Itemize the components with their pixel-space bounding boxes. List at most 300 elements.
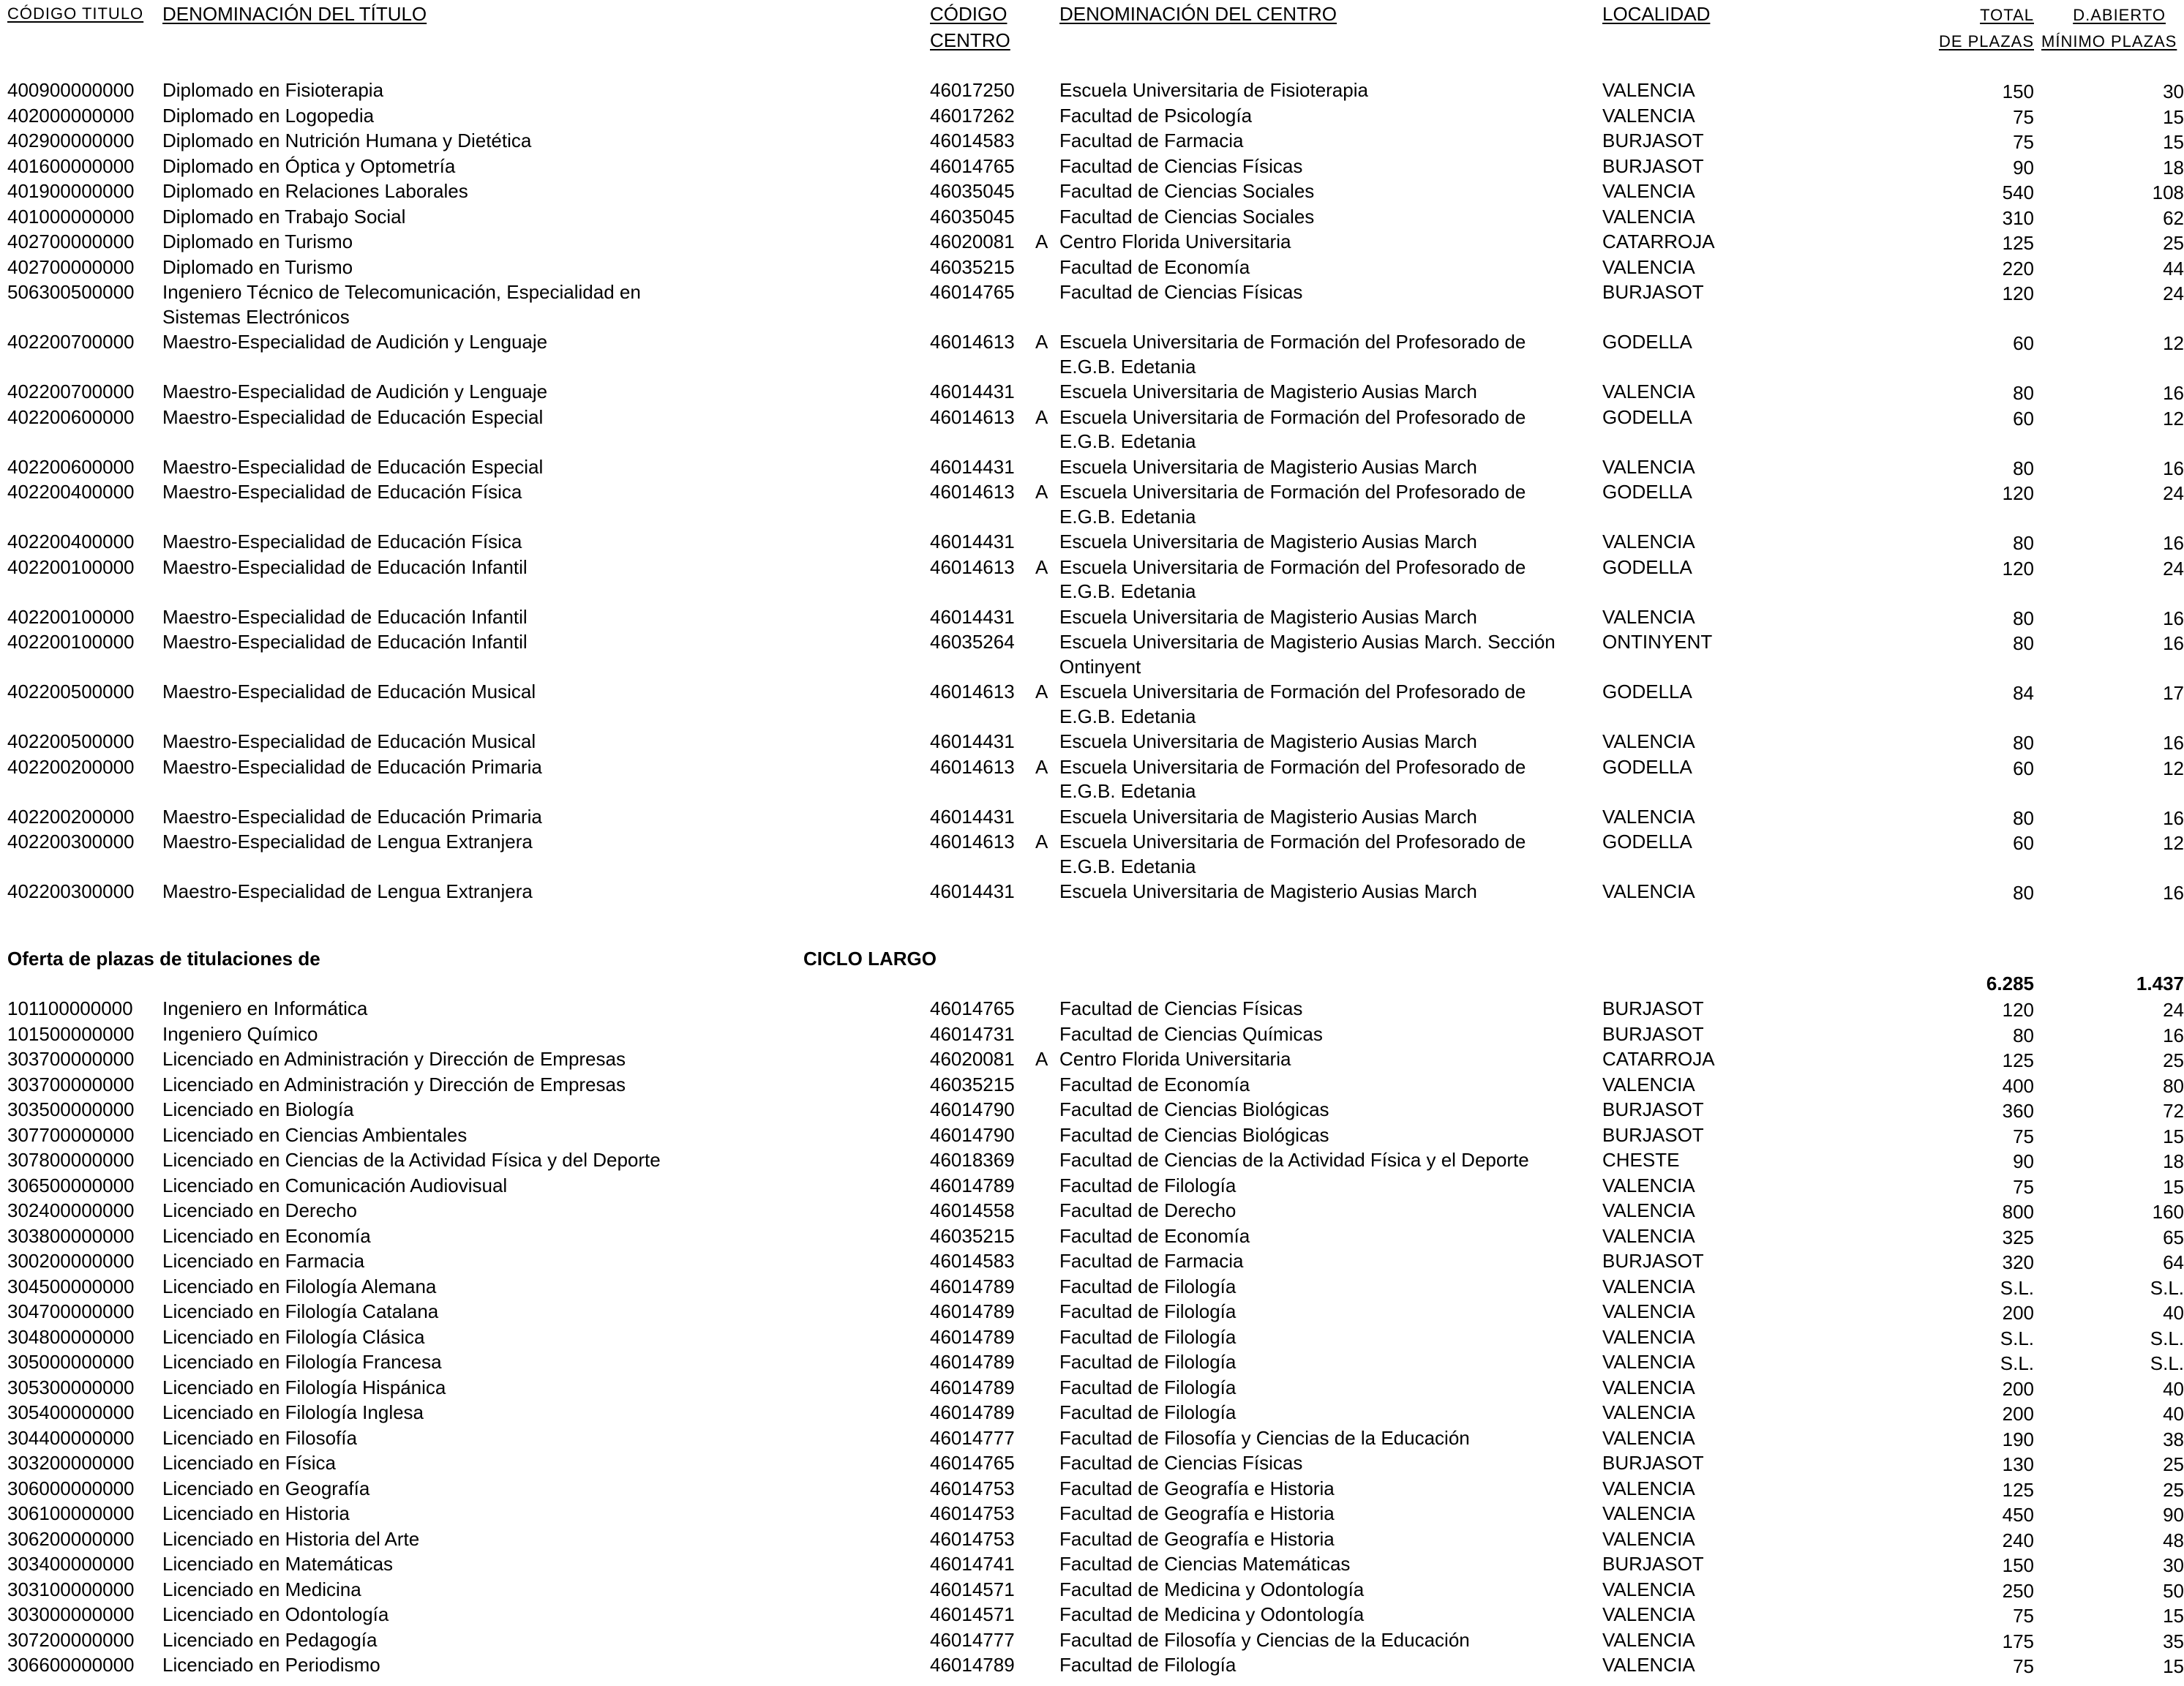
- cell-localidad: GODELLA: [1602, 405, 1692, 428]
- cell-codigo-titulo: 303800000000: [7, 1224, 135, 1247]
- cell-minimo-plazas: 17: [2163, 682, 2184, 704]
- cell-denominacion-titulo: Diplomado en Óptica y Optometría: [162, 154, 456, 177]
- cell-localidad: BURJASOT: [1602, 281, 1704, 303]
- cell-total-plazas: 120: [2002, 282, 2034, 304]
- cell-denominacion-titulo: Ingeniero Químico: [162, 1022, 318, 1045]
- header-total-line1: TOTAL: [1980, 6, 2034, 24]
- cell-minimo-plazas: 16: [2163, 532, 2184, 554]
- cell-minimo-plazas: S.L.: [2150, 1276, 2184, 1299]
- cell-total-plazas: 450: [2002, 1504, 2034, 1526]
- cell-localidad: VALENCIA: [1602, 1351, 1695, 1373]
- cell-codigo-centro: 46014777: [930, 1426, 1015, 1449]
- cell-total-plazas: 60: [2013, 832, 2034, 854]
- cell-minimo-plazas: S.L.: [2150, 1327, 2184, 1349]
- cell-denominacion-centro: Escuela Universitaria de Formación del Profesorado de: [1059, 755, 1526, 778]
- section-cycle: CICLO LARGO: [803, 948, 937, 970]
- cell-minimo-plazas: 12: [2163, 332, 2184, 354]
- cell-codigo-centro: 46014789: [930, 1351, 1015, 1373]
- cell-codigo-centro: 46014431: [930, 605, 1015, 628]
- cell-codigo-titulo: 306000000000: [7, 1477, 135, 1499]
- cell-localidad: GODELLA: [1602, 481, 1692, 503]
- cell-flag: A: [1035, 231, 1048, 252]
- cell-codigo-centro: 46035264: [930, 631, 1015, 653]
- cell-minimo-plazas: 16: [2163, 607, 2184, 629]
- cell-codigo-centro: 46014613: [930, 405, 1015, 428]
- cell-minimo-plazas: 15: [2163, 1605, 2184, 1627]
- cell-codigo-titulo: 402200200000: [7, 755, 135, 778]
- cell-denominacion-titulo: Diplomado en Logopedia: [162, 104, 375, 127]
- cell-denominacion-centro: Facultad de Ciencias Biológicas: [1059, 1098, 1329, 1120]
- cell-denominacion-titulo: Maestro-Especialidad de Educación Primaria: [162, 755, 542, 778]
- header-denominacion-titulo: DENOMINACIÓN DEL TÍTULO: [162, 3, 427, 25]
- cell-total-plazas: 75: [2013, 1655, 2034, 1677]
- cell-total-plazas: 75: [2013, 1175, 2034, 1198]
- cell-codigo-titulo: 402200600000: [7, 405, 135, 428]
- cell-total-plazas: 125: [2002, 1049, 2034, 1071]
- cell-denominacion-centro: Facultad de Ciencias Matemáticas: [1059, 1553, 1351, 1575]
- cell-minimo-plazas: 160: [2152, 1201, 2184, 1223]
- cell-denominacion-centro: Facultad de Filología: [1059, 1325, 1237, 1348]
- cell-codigo-titulo: 402200100000: [7, 631, 135, 653]
- cell-localidad: GODELLA: [1602, 681, 1692, 702]
- cell-denominacion-centro: Escuela Universitaria de Magisterio Ausias March: [1059, 531, 1477, 552]
- cell-localidad: BURJASOT: [1602, 1452, 1704, 1474]
- cell-flag: A: [1035, 331, 1048, 353]
- cell-denominacion-centro: Facultad de Filología: [1059, 1300, 1237, 1322]
- cell-codigo-centro: 46018369: [930, 1149, 1015, 1171]
- cell-codigo-centro: 46035215: [930, 1073, 1015, 1095]
- cell-codigo-centro: 46014789: [930, 1376, 1015, 1398]
- cell-denominacion-titulo: Maestro-Especialidad de Educación Musical: [162, 730, 536, 752]
- cell-denominacion-titulo: Licenciado en Física: [162, 1452, 337, 1474]
- cell-total-plazas: S.L.: [2000, 1327, 2034, 1349]
- cell-localidad: VALENCIA: [1602, 180, 1695, 202]
- cell-denominacion-centro: E.G.B. Edetania: [1059, 705, 1196, 727]
- cell-minimo-plazas: 25: [2163, 1478, 2184, 1501]
- cell-localidad: BURJASOT: [1602, 154, 1704, 177]
- cell-minimo-plazas: 24: [2163, 282, 2184, 304]
- cell-denominacion-titulo: Diplomado en Trabajo Social: [162, 205, 406, 228]
- cell-denominacion-centro: Escuela Universitaria de Magisterio Ausias March: [1059, 805, 1477, 828]
- cell-total-plazas: 200: [2002, 1377, 2034, 1400]
- cell-denominacion-titulo: Licenciado en Administración y Dirección de Empresas: [162, 1073, 626, 1095]
- cell-denominacion-centro: Facultad de Farmacia: [1059, 1250, 1244, 1272]
- cell-minimo-plazas: 15: [2163, 1125, 2184, 1147]
- cell-total-plazas: 175: [2002, 1630, 2034, 1652]
- cell-denominacion-titulo: Licenciado en Pedagogía: [162, 1628, 378, 1651]
- cell-denominacion-titulo: Licenciado en Filología Hispánica: [162, 1376, 446, 1398]
- cell-codigo-titulo: 402200700000: [7, 381, 135, 402]
- cell-denominacion-centro: Escuela Universitaria de Magisterio Ausias March: [1059, 455, 1477, 478]
- cell-codigo-centro: 46014789: [930, 1174, 1015, 1196]
- cell-denominacion-titulo: Licenciado en Filología Inglesa: [162, 1401, 424, 1423]
- cell-minimo-plazas: 40: [2163, 1377, 2184, 1400]
- cell-minimo-plazas: 65: [2163, 1226, 2184, 1248]
- cell-denominacion-centro: Facultad de Psicología: [1059, 104, 1253, 127]
- cell-codigo-centro: 46014431: [930, 455, 1015, 478]
- cell-total-plazas: 125: [2002, 1478, 2034, 1501]
- cell-denominacion-centro: Escuela Universitaria de Formación del Profesorado de: [1059, 555, 1526, 578]
- cell-codigo-titulo: 402900000000: [7, 130, 135, 151]
- cell-total-plazas: 75: [2013, 105, 2034, 128]
- cell-denominacion-titulo: Diplomado en Turismo: [162, 231, 353, 252]
- header-abierto-line1: D.ABIERTO: [2073, 6, 2166, 24]
- cell-localidad: VALENCIA: [1602, 1578, 1695, 1600]
- cell-codigo-titulo: 402200100000: [7, 555, 135, 578]
- cell-denominacion-centro: E.G.B. Edetania: [1059, 505, 1196, 528]
- cell-total-plazas: 325: [2002, 1226, 2034, 1248]
- cell-denominacion-centro: Facultad de Filosofía y Ciencias de la Educación: [1059, 1628, 1470, 1651]
- cell-codigo-titulo: 506300500000: [7, 281, 135, 303]
- cell-minimo-plazas: 80: [2163, 1074, 2184, 1097]
- cell-denominacion-centro: Facultad de Ciencias Físicas: [1059, 997, 1303, 1019]
- cell-minimo-plazas: 16: [2163, 882, 2184, 904]
- cell-codigo-centro: 46014731: [930, 1022, 1015, 1045]
- cell-total-plazas: 75: [2013, 1605, 2034, 1627]
- cell-localidad: VALENCIA: [1602, 730, 1695, 752]
- cell-codigo-centro: 46014765: [930, 154, 1015, 177]
- cell-denominacion-titulo: Licenciado en Farmacia: [162, 1250, 365, 1272]
- cell-total-plazas: 60: [2013, 332, 2034, 354]
- cell-codigo-centro: 46014613: [930, 555, 1015, 578]
- cell-denominacion-titulo: Maestro-Especialidad de Educación Física: [162, 531, 522, 552]
- cell-denominacion-centro: Facultad de Economía: [1059, 1073, 1250, 1095]
- cell-localidad: VALENCIA: [1602, 1628, 1695, 1651]
- cell-flag: A: [1035, 481, 1048, 503]
- cell-denominacion-titulo: Licenciado en Medicina: [162, 1578, 361, 1600]
- cell-denominacion-centro: Escuela Universitaria de Formación del Profesorado de: [1059, 405, 1526, 428]
- cell-codigo-centro: 46035045: [930, 205, 1015, 228]
- cell-total-plazas: 90: [2013, 156, 2034, 179]
- cell-denominacion-titulo: Licenciado en Geografía: [162, 1477, 370, 1499]
- section-label: Oferta de plazas de titulaciones de: [7, 948, 320, 970]
- cell-minimo-plazas: 40: [2163, 1302, 2184, 1324]
- cell-codigo-titulo: 402200300000: [7, 831, 135, 853]
- cell-minimo-plazas: 15: [2163, 1175, 2184, 1198]
- cell-localidad: GODELLA: [1602, 331, 1692, 353]
- cell-total-plazas: 60: [2013, 407, 2034, 430]
- cell-codigo-centro: 46020081: [930, 1048, 1015, 1070]
- cell-total-plazas: 80: [2013, 882, 2034, 904]
- cell-denominacion-centro: Facultad de Medicina y Odontología: [1059, 1603, 1365, 1625]
- cell-codigo-titulo: 305400000000: [7, 1401, 135, 1423]
- cell-denominacion-centro: Centro Florida Universitaria: [1059, 1048, 1291, 1070]
- cell-total-plazas: 80: [2013, 1024, 2034, 1046]
- cell-minimo-plazas: S.L.: [2150, 1352, 2184, 1374]
- cell-denominacion-centro: E.G.B. Edetania: [1059, 355, 1196, 378]
- cell-localidad: GODELLA: [1602, 555, 1692, 578]
- cell-codigo-centro: 46014789: [930, 1325, 1015, 1348]
- cell-flag: A: [1035, 681, 1048, 702]
- cell-localidad: VALENCIA: [1602, 1275, 1695, 1297]
- cell-codigo-centro: 46014790: [930, 1098, 1015, 1120]
- cell-minimo-plazas: 12: [2163, 757, 2184, 779]
- cell-codigo-titulo: 306100000000: [7, 1502, 135, 1524]
- cell-codigo-titulo: 303400000000: [7, 1553, 135, 1575]
- cell-codigo-titulo: 303500000000: [7, 1098, 135, 1120]
- cell-codigo-centro: 46014741: [930, 1553, 1015, 1575]
- cell-total-plazas: 60: [2013, 757, 2034, 779]
- cell-denominacion-centro: Facultad de Medicina y Odontología: [1059, 1578, 1365, 1600]
- cell-codigo-centro: 46014765: [930, 997, 1015, 1019]
- cell-denominacion-centro: E.G.B. Edetania: [1059, 855, 1196, 877]
- cell-total-plazas: 150: [2002, 1554, 2034, 1576]
- cell-codigo-titulo: 307200000000: [7, 1628, 135, 1651]
- cell-codigo-centro: 46014431: [930, 381, 1015, 402]
- cell-localidad: CATARROJA: [1602, 231, 1715, 252]
- cell-denominacion-titulo: Licenciado en Ciencias de la Actividad Física y del Deporte: [162, 1149, 661, 1171]
- cell-total-plazas: 80: [2013, 632, 2034, 654]
- cell-localidad: VALENCIA: [1602, 805, 1695, 828]
- cell-localidad: VALENCIA: [1602, 1603, 1695, 1625]
- cell-denominacion-centro: Facultad de Geografía e Historia: [1059, 1502, 1335, 1524]
- cell-codigo-titulo: 402700000000: [7, 255, 135, 278]
- cell-codigo-centro: 46014789: [930, 1300, 1015, 1322]
- cell-codigo-centro: 46014789: [930, 1654, 1015, 1676]
- cell-minimo-plazas: 12: [2163, 407, 2184, 430]
- cell-denominacion-titulo: Licenciado en Filología Catalana: [162, 1300, 439, 1322]
- cell-denominacion-titulo: Licenciado en Comunicación Audiovisual: [162, 1174, 508, 1196]
- cell-codigo-titulo: 307800000000: [7, 1149, 135, 1171]
- cell-denominacion-centro: Facultad de Economía: [1059, 255, 1250, 278]
- cell-minimo-plazas: 16: [2163, 806, 2184, 829]
- cell-denominacion-centro: Escuela Universitaria de Formación del Profesorado de: [1059, 681, 1526, 702]
- cell-localidad: BURJASOT: [1602, 1553, 1704, 1575]
- cell-codigo-titulo: 101100000000: [7, 997, 133, 1019]
- cell-denominacion-centro: Escuela Universitaria de Magisterio Ausias March: [1059, 880, 1477, 902]
- header-denominacion-centro: DENOMINACIÓN DEL CENTRO: [1059, 3, 1337, 25]
- cell-localidad: BURJASOT: [1602, 997, 1704, 1019]
- cell-denominacion-centro: Facultad de Filosofía y Ciencias de la Educación: [1059, 1426, 1470, 1449]
- cell-codigo-centro: 46014765: [930, 281, 1015, 303]
- cell-codigo-centro: 46014431: [930, 730, 1015, 752]
- cell-minimo-plazas: 35: [2163, 1630, 2184, 1652]
- cell-codigo-titulo: 400900000000: [7, 79, 135, 101]
- header-codigo-titulo: CÓDIGO TITULO: [7, 4, 144, 23]
- cell-denominacion-centro: Facultad de Ciencias Biológicas: [1059, 1123, 1329, 1146]
- cell-denominacion-titulo: Licenciado en Ciencias Ambientales: [162, 1123, 468, 1146]
- cell-minimo-plazas: 40: [2163, 1403, 2184, 1425]
- cell-total-plazas: 250: [2002, 1579, 2034, 1602]
- cell-flag: A: [1035, 405, 1048, 428]
- cell-codigo-titulo: 402700000000: [7, 231, 135, 252]
- cell-codigo-titulo: 402200300000: [7, 880, 135, 902]
- cell-codigo-titulo: 402200400000: [7, 531, 135, 552]
- subtotal-total-plazas: 6.285: [1986, 973, 2034, 994]
- cell-denominacion-titulo: Maestro-Especialidad de Educación Primaria: [162, 805, 542, 828]
- cell-minimo-plazas: 90: [2163, 1504, 2184, 1526]
- cell-denominacion-centro: E.G.B. Edetania: [1059, 780, 1196, 802]
- cell-denominacion-centro: Facultad de Filología: [1059, 1654, 1237, 1676]
- cell-localidad: VALENCIA: [1602, 1502, 1695, 1524]
- cell-minimo-plazas: 15: [2163, 105, 2184, 128]
- cell-minimo-plazas: 30: [2163, 1554, 2184, 1576]
- cell-denominacion-titulo: Licenciado en Filosofía: [162, 1426, 357, 1449]
- cell-denominacion-centro: Escuela Universitaria de Fisioterapia: [1059, 79, 1368, 101]
- cell-denominacion-centro: Facultad de Economía: [1059, 1224, 1250, 1247]
- cell-total-plazas: 360: [2002, 1100, 2034, 1122]
- cell-localidad: VALENCIA: [1602, 79, 1695, 101]
- cell-codigo-titulo: 306500000000: [7, 1174, 135, 1196]
- cell-denominacion-titulo: Maestro-Especialidad de Lengua Extranjera: [162, 880, 533, 902]
- cell-localidad: GODELLA: [1602, 755, 1692, 778]
- cell-denominacion-titulo: Sistemas Electrónicos: [162, 305, 350, 328]
- header-abierto-line2: MÍNIMO PLAZAS: [2041, 32, 2177, 50]
- cell-denominacion-centro: Escuela Universitaria de Magisterio Ausias March. Sección: [1059, 631, 1556, 653]
- cell-total-plazas: 80: [2013, 607, 2034, 629]
- cell-localidad: VALENCIA: [1602, 1224, 1695, 1247]
- cell-codigo-centro: 46014583: [930, 1250, 1015, 1272]
- cell-total-plazas: S.L.: [2000, 1352, 2034, 1374]
- cell-localidad: VALENCIA: [1602, 1527, 1695, 1550]
- cell-total-plazas: 75: [2013, 131, 2034, 153]
- cell-codigo-centro: 46017250: [930, 79, 1015, 101]
- cell-localidad: GODELLA: [1602, 831, 1692, 853]
- cell-denominacion-titulo: Licenciado en Biología: [162, 1098, 354, 1120]
- cell-codigo-titulo: 402200100000: [7, 605, 135, 628]
- cell-denominacion-titulo: Diplomado en Fisioterapia: [162, 79, 384, 101]
- cell-codigo-titulo: 402200400000: [7, 481, 135, 503]
- header-total-line2: DE PLAZAS: [1938, 32, 2034, 50]
- cell-denominacion-titulo: Maestro-Especialidad de Educación Infantil: [162, 605, 528, 628]
- cell-localidad: BURJASOT: [1602, 1123, 1704, 1146]
- cell-codigo-centro: 46014789: [930, 1275, 1015, 1297]
- cell-codigo-centro: 46020081: [930, 231, 1015, 252]
- cell-denominacion-centro: Facultad de Farmacia: [1059, 130, 1244, 151]
- cell-total-plazas: S.L.: [2000, 1276, 2034, 1299]
- cell-denominacion-titulo: Maestro-Especialidad de Educación Musical: [162, 681, 536, 702]
- cell-denominacion-titulo: Licenciado en Historia del Arte: [162, 1527, 420, 1550]
- cell-denominacion-titulo: Licenciado en Odontología: [162, 1603, 389, 1625]
- cell-localidad: CHESTE: [1602, 1149, 1680, 1171]
- cell-total-plazas: 130: [2002, 1453, 2034, 1475]
- cell-denominacion-centro: Facultad de Filología: [1059, 1401, 1237, 1423]
- cell-minimo-plazas: 30: [2163, 80, 2184, 102]
- cell-codigo-centro: 46035045: [930, 180, 1015, 202]
- cell-denominacion-centro: Facultad de Filología: [1059, 1351, 1237, 1373]
- cell-localidad: VALENCIA: [1602, 880, 1695, 902]
- cell-localidad: VALENCIA: [1602, 104, 1695, 127]
- cell-denominacion-titulo: Maestro-Especialidad de Educación Física: [162, 481, 522, 503]
- cell-codigo-centro: 46035215: [930, 1224, 1015, 1247]
- cell-codigo-centro: 46014777: [930, 1628, 1015, 1651]
- cell-total-plazas: 80: [2013, 806, 2034, 829]
- cell-flag: A: [1035, 555, 1048, 578]
- cell-localidad: VALENCIA: [1602, 605, 1695, 628]
- cell-denominacion-titulo: Licenciado en Historia: [162, 1502, 350, 1524]
- cell-denominacion-centro: Facultad de Filología: [1059, 1376, 1237, 1398]
- cell-localidad: VALENCIA: [1602, 1300, 1695, 1322]
- cell-denominacion-titulo: Licenciado en Filología Alemana: [162, 1275, 437, 1297]
- cell-codigo-titulo: 303700000000: [7, 1073, 135, 1095]
- cell-denominacion-titulo: Licenciado en Filología Clásica: [162, 1325, 425, 1348]
- cell-codigo-titulo: 304800000000: [7, 1325, 135, 1348]
- cell-total-plazas: 400: [2002, 1074, 2034, 1097]
- cell-minimo-plazas: 16: [2163, 1024, 2184, 1046]
- cell-denominacion-titulo: Licenciado en Administración y Dirección de Empresas: [162, 1048, 626, 1070]
- cell-denominacion-centro: Escuela Universitaria de Formación del Profesorado de: [1059, 481, 1526, 503]
- cell-denominacion-titulo: Maestro-Especialidad de Educación Especial: [162, 455, 544, 478]
- cell-minimo-plazas: 24: [2163, 999, 2184, 1021]
- cell-denominacion-titulo: Licenciado en Periodismo: [162, 1654, 380, 1676]
- cell-denominacion-centro: Facultad de Ciencias de la Actividad Física y el Deporte: [1059, 1149, 1529, 1171]
- cell-total-plazas: 80: [2013, 457, 2034, 479]
- cell-denominacion-titulo: Licenciado en Matemáticas: [162, 1553, 394, 1575]
- cell-codigo-titulo: 306600000000: [7, 1654, 135, 1676]
- cell-minimo-plazas: 44: [2163, 257, 2184, 280]
- cell-flag: A: [1035, 831, 1048, 853]
- cell-total-plazas: 120: [2002, 482, 2034, 504]
- cell-denominacion-titulo: Diplomado en Nutrición Humana y Dietética: [162, 130, 532, 151]
- cell-codigo-titulo: 305300000000: [7, 1376, 135, 1398]
- cell-codigo-centro: 46014571: [930, 1603, 1015, 1625]
- cell-codigo-titulo: 300200000000: [7, 1250, 135, 1272]
- cell-localidad: VALENCIA: [1602, 1073, 1695, 1095]
- cell-minimo-plazas: 24: [2163, 482, 2184, 504]
- cell-minimo-plazas: 25: [2163, 1049, 2184, 1071]
- cell-minimo-plazas: 50: [2163, 1579, 2184, 1602]
- cell-total-plazas: 125: [2002, 232, 2034, 254]
- cell-codigo-centro: 46014753: [930, 1527, 1015, 1550]
- cell-minimo-plazas: 25: [2163, 232, 2184, 254]
- cell-codigo-titulo: 401600000000: [7, 154, 135, 177]
- cell-localidad: VALENCIA: [1602, 1477, 1695, 1499]
- cell-codigo-titulo: 401900000000: [7, 180, 135, 202]
- cell-denominacion-centro: Facultad de Ciencias Físicas: [1059, 281, 1303, 303]
- cell-localidad: BURJASOT: [1602, 1250, 1704, 1272]
- cell-codigo-titulo: 304400000000: [7, 1426, 135, 1449]
- cell-total-plazas: 540: [2002, 181, 2034, 203]
- cell-denominacion-centro: Escuela Universitaria de Magisterio Ausias March: [1059, 730, 1477, 752]
- cell-minimo-plazas: 24: [2163, 557, 2184, 580]
- cell-total-plazas: 310: [2002, 206, 2034, 229]
- cell-minimo-plazas: 16: [2163, 457, 2184, 479]
- cell-localidad: VALENCIA: [1602, 205, 1695, 228]
- cell-codigo-titulo: 306200000000: [7, 1527, 135, 1550]
- cell-total-plazas: 220: [2002, 257, 2034, 280]
- cell-codigo-titulo: 101500000000: [7, 1022, 135, 1045]
- cell-total-plazas: 75: [2013, 1125, 2034, 1147]
- cell-total-plazas: 80: [2013, 532, 2034, 554]
- cell-codigo-centro: 46014583: [930, 130, 1015, 151]
- cell-codigo-centro: 46014431: [930, 805, 1015, 828]
- cell-localidad: ONTINYENT: [1602, 631, 1713, 653]
- cell-denominacion-centro: Escuela Universitaria de Magisterio Ausias March: [1059, 605, 1477, 628]
- cell-denominacion-titulo: Maestro-Especialidad de Audición y Lenguaje: [162, 331, 548, 353]
- cell-minimo-plazas: 16: [2163, 632, 2184, 654]
- cell-denominacion-titulo: Ingeniero en Informática: [162, 997, 368, 1019]
- cell-minimo-plazas: 18: [2163, 156, 2184, 179]
- cell-denominacion-titulo: Maestro-Especialidad de Lengua Extranjera: [162, 831, 533, 853]
- cell-localidad: VALENCIA: [1602, 1325, 1695, 1348]
- cell-denominacion-titulo: Licenciado en Derecho: [162, 1199, 357, 1221]
- cell-total-plazas: 200: [2002, 1403, 2034, 1425]
- cell-total-plazas: 120: [2002, 999, 2034, 1021]
- cell-flag: A: [1035, 755, 1048, 778]
- cell-localidad: VALENCIA: [1602, 1426, 1695, 1449]
- cell-denominacion-centro: Centro Florida Universitaria: [1059, 231, 1291, 252]
- cell-codigo-titulo: 402200500000: [7, 681, 135, 702]
- cell-codigo-centro: 46014571: [930, 1578, 1015, 1600]
- cell-codigo-titulo: 302400000000: [7, 1199, 135, 1221]
- cell-minimo-plazas: 72: [2163, 1100, 2184, 1122]
- cell-localidad: VALENCIA: [1602, 1654, 1695, 1676]
- header-codigo-centro-line2: CENTRO: [930, 29, 1010, 51]
- cell-codigo-centro: 46014753: [930, 1502, 1015, 1524]
- cell-localidad: VALENCIA: [1602, 455, 1695, 478]
- cell-codigo-titulo: 303700000000: [7, 1048, 135, 1070]
- cell-denominacion-centro: Facultad de Filología: [1059, 1174, 1237, 1196]
